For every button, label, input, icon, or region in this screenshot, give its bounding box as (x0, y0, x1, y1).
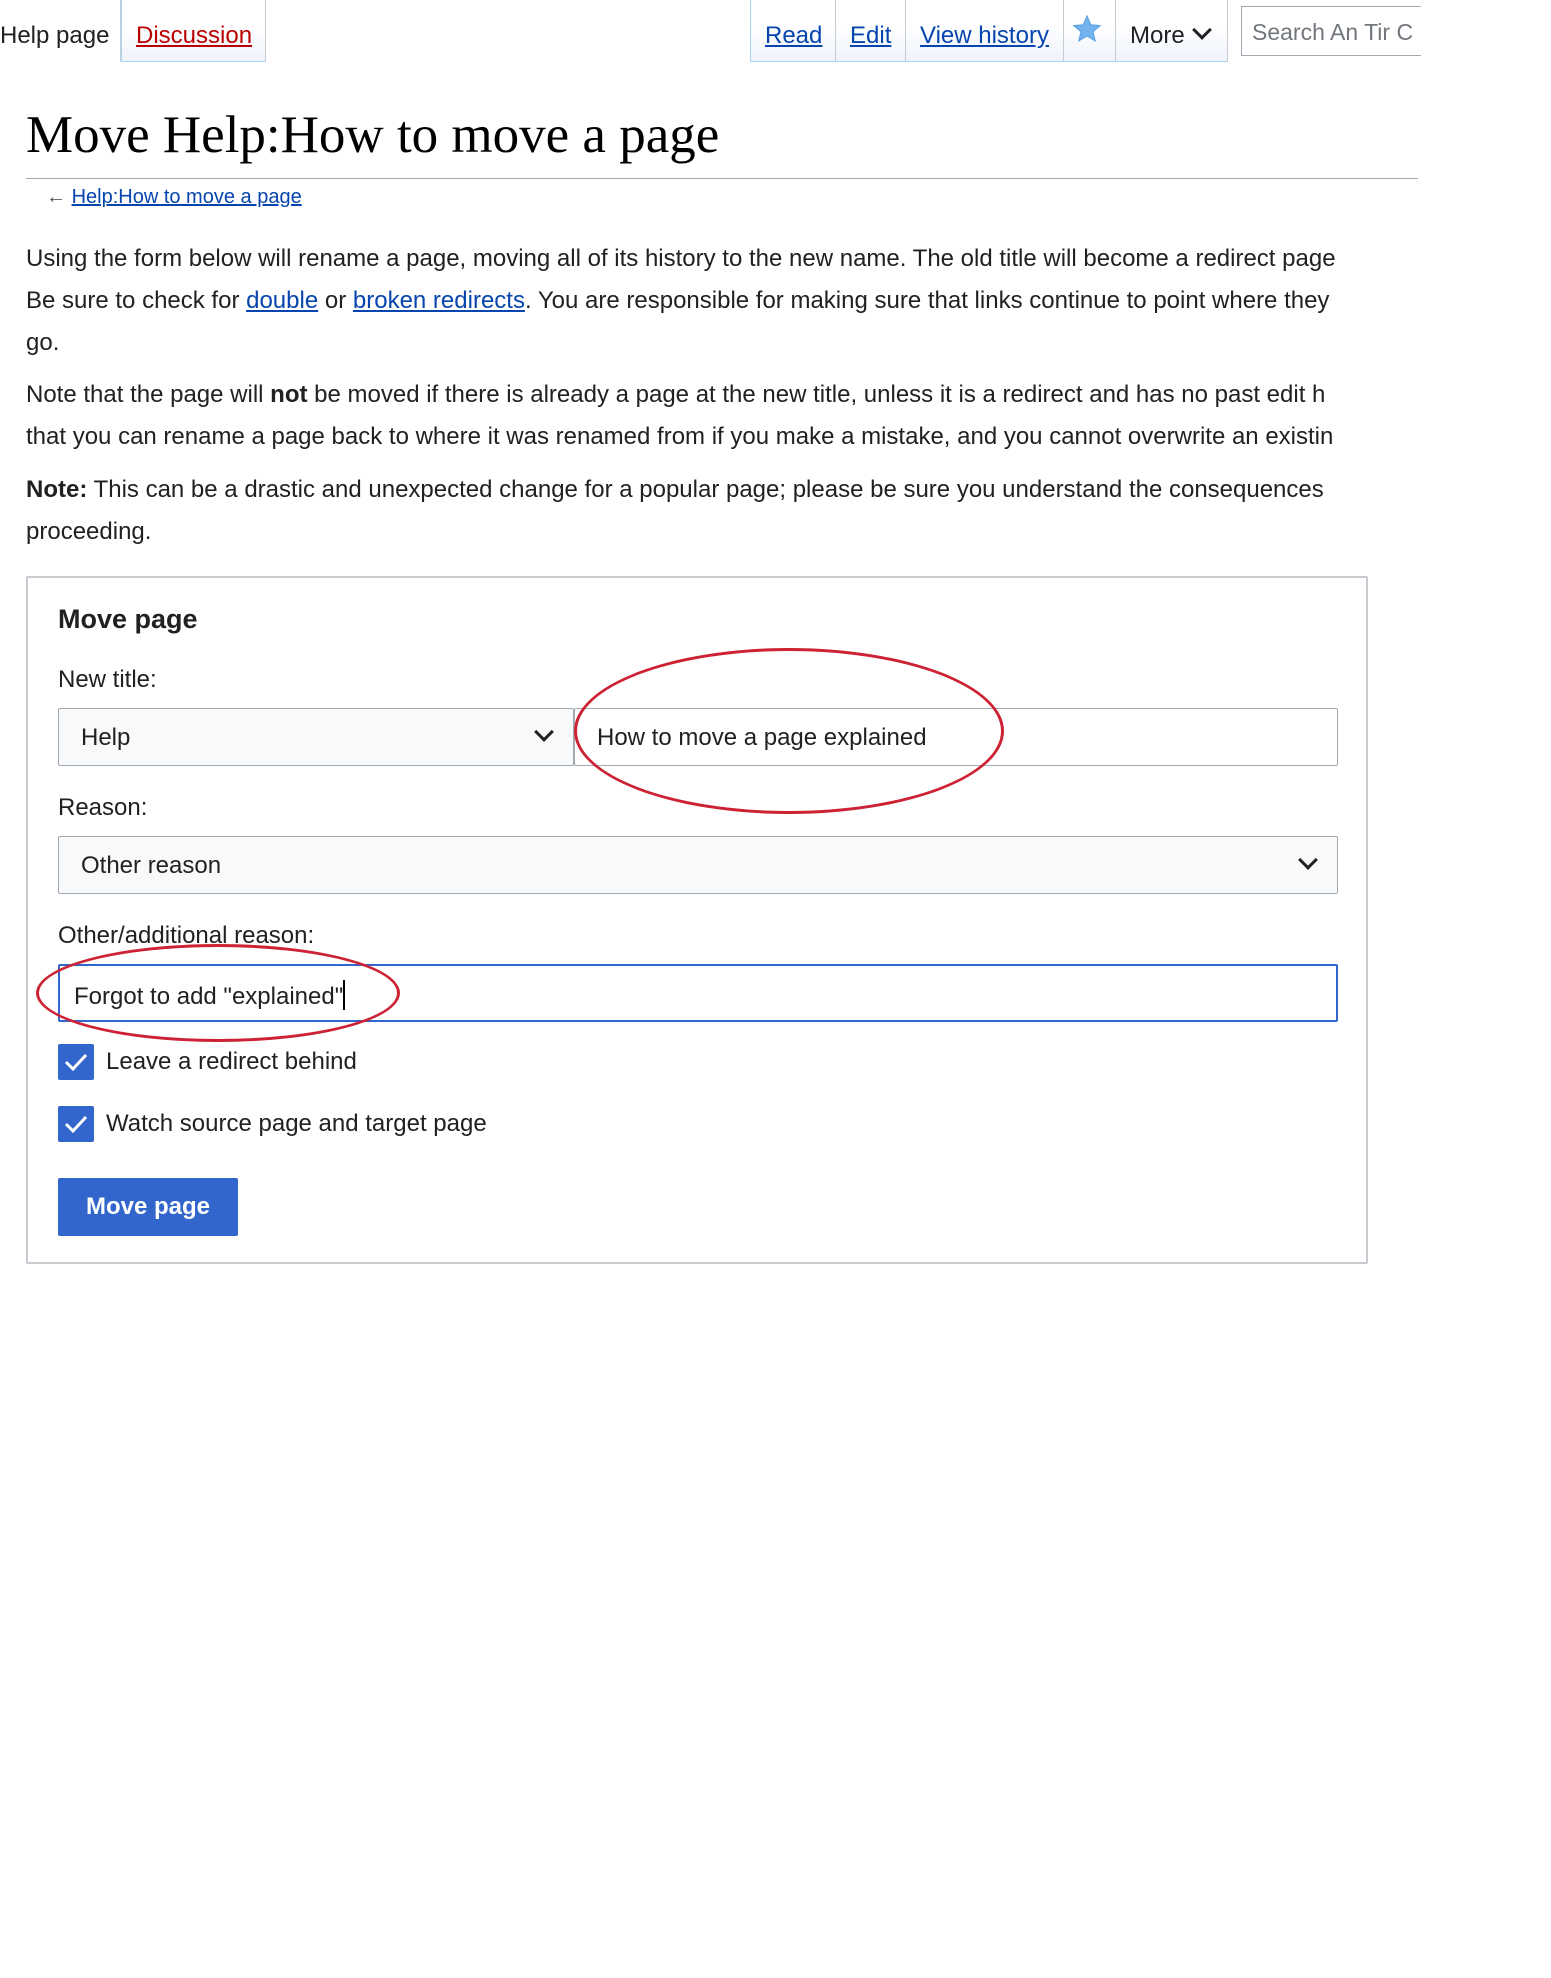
broken-redirects-link[interactable]: broken redirects (352, 287, 525, 314)
intro-paragraph-1 (26, 238, 1418, 364)
intro-text-span: This can be a drastic and unexpected change for a popular page; please be sure you understand the consequences (87, 476, 1324, 503)
intro-text-span: be moved if there is already a page at the new title, unless it is a redirect and has no past edit h (307, 381, 1326, 408)
tab-view-history-link[interactable]: View history (920, 22, 1049, 49)
new-title-value: How to move a page explained (597, 724, 927, 751)
more-menu-label: More (1130, 22, 1185, 49)
reason-select[interactable] (58, 836, 1338, 894)
intro-text-span: Using the form below will rename a page, moving all of its history to the new name. The old title will become a redirect page (26, 245, 1336, 272)
note-label: Note: (26, 476, 88, 503)
tab-discussion-link[interactable]: Discussion (136, 22, 253, 49)
intro-text-span: proceeding. (26, 518, 152, 545)
search-input[interactable] (1241, 6, 1421, 56)
more-menu[interactable] (1116, 0, 1228, 62)
page-tabs (0, 0, 1418, 62)
tab-discussion[interactable] (121, 0, 266, 62)
annotation-ellipse-title (574, 648, 1004, 814)
chevron-down-icon (1298, 850, 1318, 870)
move-page-button[interactable]: Move page (58, 1178, 238, 1236)
tab-edit-link[interactable]: Edit (850, 22, 892, 49)
annotation-ellipse-reason (36, 944, 400, 1042)
search-placeholder: Search An Tir C (1252, 19, 1414, 45)
backlink-link[interactable]: Help:How to move a page (71, 186, 302, 208)
namespace-value: Help (81, 724, 131, 751)
reason-value: Other reason (81, 852, 222, 879)
tab-help-page-label: Help page (0, 22, 110, 49)
emphasis-not: not (270, 381, 308, 408)
watch-pages-label[interactable]: Watch source page and target page (106, 1110, 487, 1137)
back-arrow-icon: ← (46, 186, 66, 208)
leave-redirect-checkbox[interactable] (58, 1044, 94, 1080)
watch-pages-checkbox[interactable] (58, 1106, 94, 1142)
intro-text (26, 238, 1418, 564)
chevron-down-icon (1192, 20, 1212, 40)
chevron-down-icon (534, 722, 554, 742)
double-redirects-link[interactable]: double (246, 287, 319, 314)
tab-edit[interactable] (836, 0, 906, 62)
check-icon (64, 1114, 88, 1134)
intro-paragraph-3 (26, 469, 1418, 553)
leave-redirect-label[interactable]: Leave a redirect behind (106, 1048, 357, 1075)
tab-read-link[interactable]: Read (765, 22, 823, 49)
intro-text-span: Note that the page will (26, 381, 271, 408)
check-icon (64, 1052, 88, 1072)
intro-text-span: go. (26, 329, 60, 356)
namespace-select[interactable] (58, 708, 574, 766)
intro-text-span: Be sure to check for (26, 287, 247, 314)
tab-help-page[interactable] (0, 0, 121, 62)
intro-text-span: that you can rename a page back to where it was renamed from if you make a mistake, and you cannot overwrite an existin (26, 423, 1334, 450)
intro-paragraph-2 (26, 374, 1418, 458)
form-legend: Move page (58, 604, 198, 634)
intro-text-span: . You are responsible for making sure that links continue to point where they (524, 287, 1330, 314)
intro-text-span: or (318, 287, 353, 314)
reason-label: Reason: (58, 794, 148, 821)
other-reason-value: Forgot to add "explained" (74, 983, 344, 1010)
tab-read[interactable] (750, 0, 836, 62)
breadcrumb (46, 186, 302, 209)
tab-view-history[interactable] (906, 0, 1064, 62)
page-title: Move Help:How to move a page (26, 100, 1418, 179)
other-reason-label: Other/additional reason: (58, 922, 315, 949)
watch-star-icon[interactable] (1072, 14, 1102, 44)
new-title-label: New title: (58, 666, 157, 693)
